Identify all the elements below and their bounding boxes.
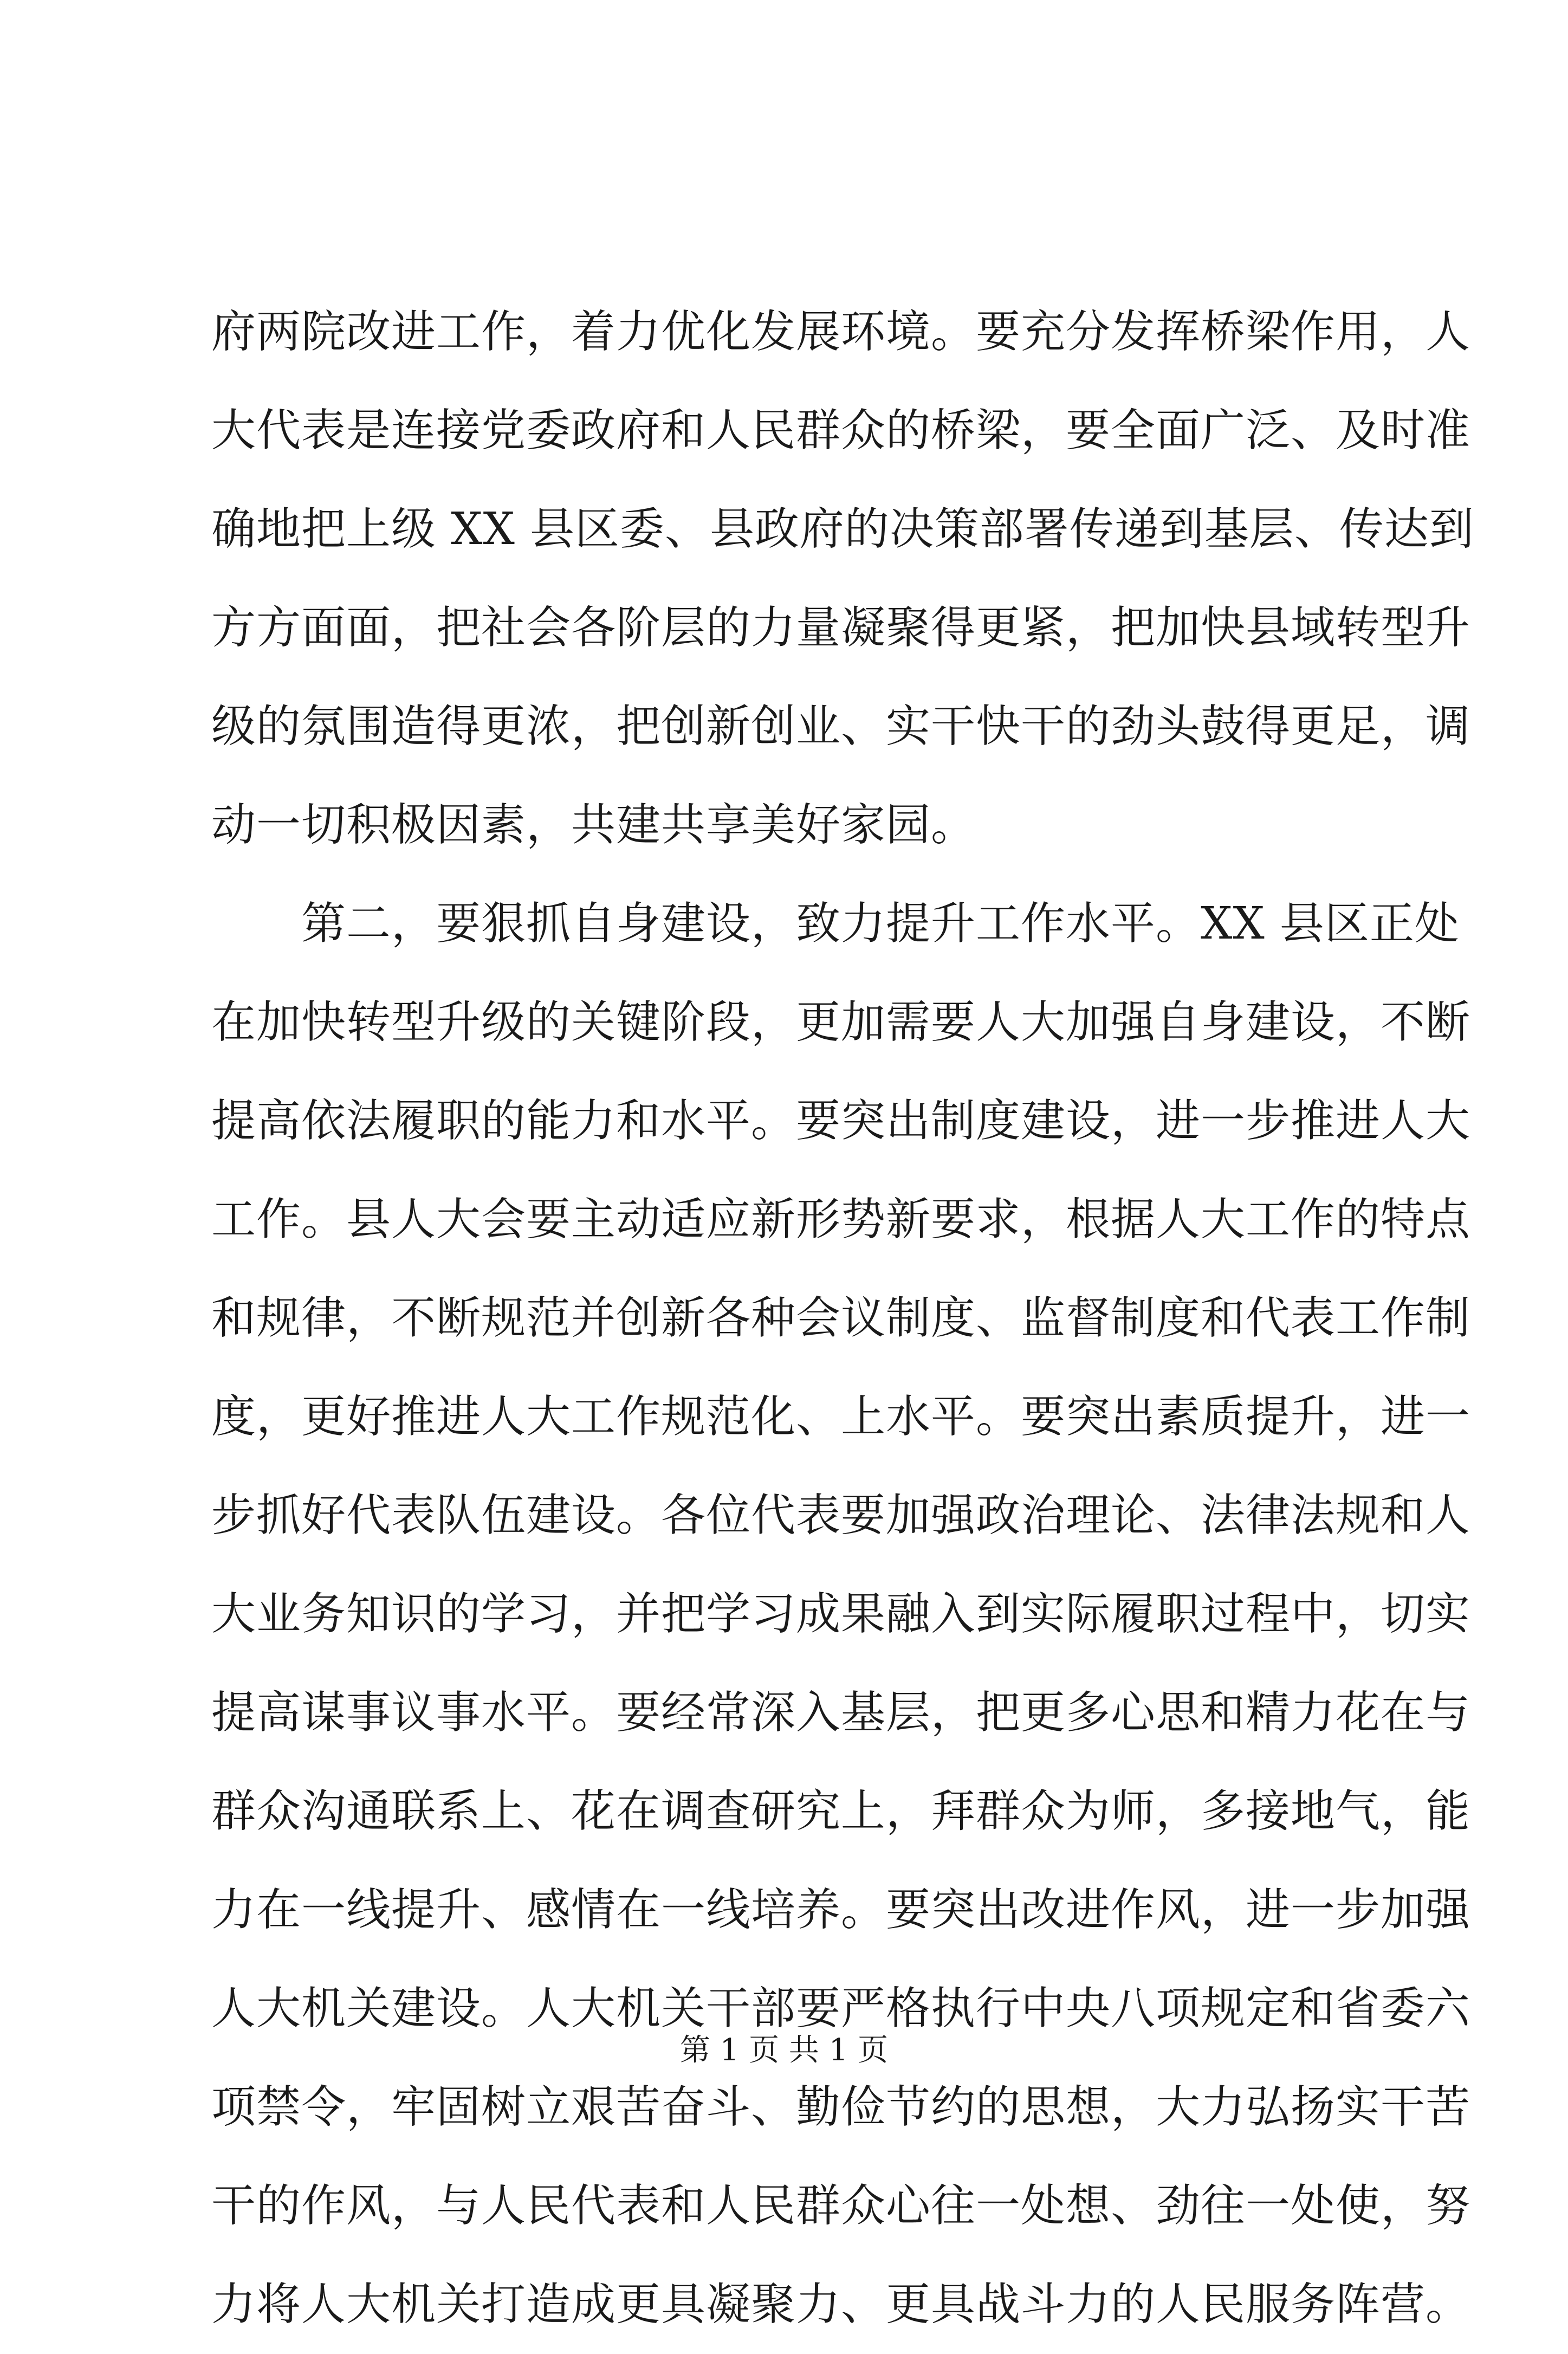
text-line: 项禁令，牢固树立艰苦奋斗、勤俭节约的思想，大力弘扬实干苦 — [211, 2081, 1471, 2133]
text-line: 动一切积极因素，共建共享美好家园。 — [211, 799, 976, 851]
text-line: 干的作风，与人民代表和人民群众心往一处想、劲往一处使，努 — [211, 2180, 1471, 2232]
text-line: 方方面面，把社会各阶层的力量凝聚得更紧，把加快县域转型升 — [211, 602, 1471, 654]
text-line: 人大机关建设。人大机关干部要严格执行中央八项规定和省委六 — [211, 1983, 1471, 2034]
page-footer: 第 1 页 共 1 页 — [679, 2033, 889, 2068]
text-line: 在加快转型升级的关键阶段，更加需要人大加强自身建设，不断 — [211, 997, 1471, 1048]
text-line: 大业务知识的学习，并把学习成果融入到实际履职过程中，切实 — [211, 1588, 1471, 1640]
text-line: 大代表是连接党委政府和人民群众的桥梁，要全面广泛、及时准 — [211, 405, 1471, 456]
text-line: 工作。县人大会要主动适应新形势新要求，根据人大工作的特点 — [211, 1194, 1471, 1245]
text-line: 步抓好代表队伍建设。各位代表要加强政治理论、法律法规和人 — [211, 1490, 1471, 1541]
text-line: 度，更好推进人大工作规范化、上水平。要突出素质提升，进一 — [211, 1391, 1471, 1443]
text-line: 确地把上级 XX 县区委、县政府的决策部署传递到基层、传达到 — [211, 503, 1474, 555]
text-line: 级的氛围造得更浓，把创新创业、实干快干的劲头鼓得更足，调 — [211, 701, 1471, 752]
text-line: 府两院改进工作，着力优化发展环境。要充分发挥桥梁作用，人 — [211, 306, 1471, 358]
text-line: 提高依法履职的能力和水平。要突出制度建设，进一步推进人大 — [211, 1095, 1471, 1147]
text-line: 力将人大机关打造成更具凝聚力、更具战斗力的人民服务阵营。 — [211, 2279, 1471, 2330]
text-line: 力在一线提升、感情在一线培养。要突出改进作风，进一步加强 — [211, 1884, 1471, 1936]
text-line: 群众沟通联系上、花在调查研究上，拜群众为师，多接地气，能 — [211, 1786, 1471, 1837]
text-line: 第二，要狠抓自身建设，致力提升工作水平。XX 县区正处 — [211, 898, 1460, 949]
text-line: 提高谋事议事水平。要经常深入基层，把更多心思和精力花在与 — [211, 1687, 1471, 1738]
text-line: 和规律，不断规范并创新各种会议制度、监督制度和代表工作制 — [211, 1292, 1471, 1344]
